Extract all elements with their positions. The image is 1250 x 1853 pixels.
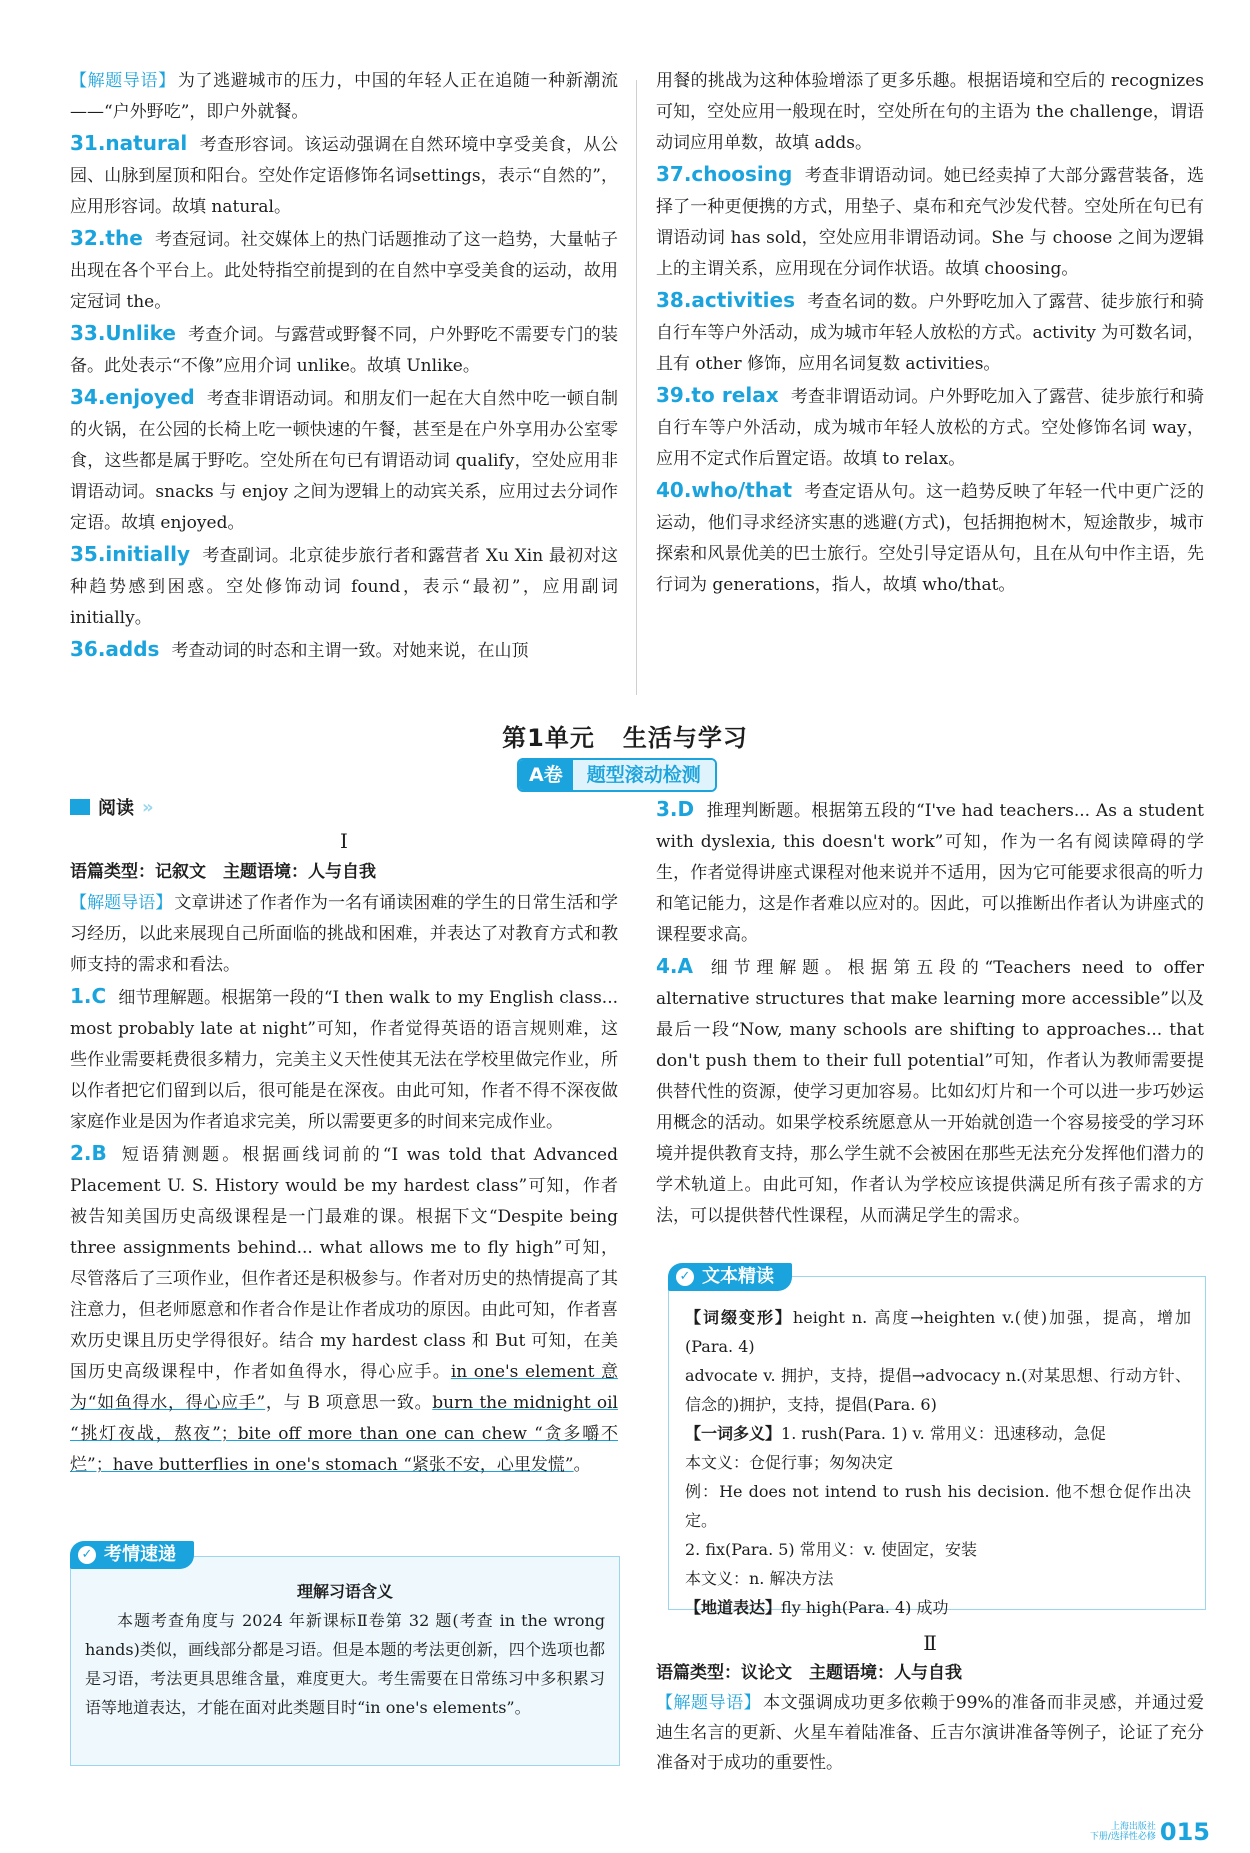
jingdu-title	[668, 1263, 792, 1291]
answer-number: 31.natural	[70, 131, 188, 155]
page-number: 015	[1159, 1818, 1210, 1846]
footer-small	[1090, 1822, 1156, 1842]
kaoqing-title-text: 考情速递	[104, 1544, 176, 1565]
answer-1	[70, 981, 618, 1138]
jingdu-line-7: 本文义：n. 解决方法	[685, 1569, 834, 1588]
badge-a: A卷	[519, 760, 573, 790]
kaoqing-body	[85, 1577, 605, 1722]
answer-text: 考查非谓语动词。和朋友们一起在大自然中吃一顿自制的火锅，在公园的长椅上吃一顿快速的午餐，甚至是在户外享用办公室零食，这些都是属于野吃。空处所在句已有谓语动词 qualify，空处应用非谓语动词。snacks 与 enjoy 之间为逻辑上的动宾关系，应用过去分词作定语。故填 enjoyed。	[70, 389, 618, 533]
top_right-para-4	[656, 475, 1204, 601]
passage2-tag: 【解题导语】	[656, 1693, 762, 1713]
answer-number: 37.choosing	[656, 162, 793, 186]
jingdu-tag-3: 【地道表达】	[685, 1598, 782, 1617]
jingdu-line-8	[685, 1593, 1191, 1622]
answer-text: 考查名词的数。户外野吃加入了露营、徒步旅行和骑自行车等户外活动，成为城市年轻人放松的方式。activity 为可数名词，且有 other 修饰，应用名词复数 activities。	[656, 292, 1204, 374]
passage1-tag: 【解题导语】	[70, 893, 173, 913]
answer-number: 39.to relax	[656, 383, 779, 407]
kaoqing-text: 本题考查角度与 2024 年新课标Ⅱ卷第 32 题(考查 in the wrong hands)类似，画线部分都是习语。但是本题的考法更创新，四个选项也都是习语，考法更具思维含量，难度更大。考生需要在日常练习中多积累习语等地道表达，才能在面对此类题目时“in one's elements”。	[85, 1611, 605, 1717]
top_left-para-2	[70, 223, 618, 318]
column-divider	[636, 80, 637, 695]
top_right-para-2	[656, 285, 1204, 380]
jingdu-line-5: 例：He does not intend to rush his decision. 他不想仓促作出决定。	[685, 1482, 1191, 1530]
jingdu-line-1	[685, 1303, 1191, 1361]
top_left-para-5	[70, 539, 618, 634]
answer-number: 36.adds	[70, 637, 160, 661]
top_left-para-6	[70, 634, 618, 667]
passage1-intro-text: 文章讲述了作者作为一名有诵读困难的学生的日常生活和学习经历，以此来展现自己所面临的挑战和困难，并表达了对教育方式和教师支持的需求和看法。	[70, 893, 619, 975]
jingdu-body	[685, 1303, 1191, 1622]
jingdu-text-8: fly high(Para. 4) 成功	[781, 1598, 949, 1617]
jingdu-line-4: 本文义：仓促行事；匆匆决定	[685, 1453, 894, 1472]
answer-text: 考查副词。北京徒步旅行者和露营者 Xu Xin 最初对这种趋势感到困惑。空处修饰动词 found，表示“最初”，应用副词 initially。	[70, 546, 618, 628]
passage2-column	[656, 1628, 1204, 1778]
passage2-intro	[656, 1688, 1204, 1778]
jingdu-line-2: advocate v. 拥护，支持，提倡→advocacy n.(对某思想、行动方针、信念的)拥护，支持，提倡(Para. 6)	[685, 1366, 1191, 1414]
answer-number: 33.Unlike	[70, 321, 176, 345]
passage1-meta: 语篇类型：记叙文 主题语境：人与自我	[70, 862, 376, 882]
answer-text: 为了逃避城市的压力，中国的年轻人正在追随一种新潮流——“户外野吃”，即户外就餐。	[70, 71, 619, 122]
answer-1-num: 1.C	[70, 984, 107, 1008]
answer-text: 考查非谓语动词。她已经卖掉了大部分露营装备，选择了一种更便携的方式，用垫子、桌布和充气沙发代替。空处所在句已有谓语动词 has sold，空处应用非谓语动词。She 与 choose 之间为逻辑上的主谓关系，应用现在分词作状语。故填 choosing。	[656, 166, 1204, 279]
jingdu-tag-2: 【一词多义】	[685, 1424, 782, 1443]
top-left-column	[70, 66, 618, 667]
top_left-para-1	[70, 128, 618, 223]
guide-tag: 【解题导语】	[70, 71, 176, 91]
answer-text: 考查非谓语动词。户外野吃加入了露营、徒步旅行和骑自行车等户外活动，成为城市年轻人放松的方式。空处修饰名词 way，应用不定式作后置定语。故填 to relax。	[656, 387, 1205, 469]
paper-badge	[517, 758, 717, 792]
jingdu-line-3	[685, 1419, 1191, 1448]
jingdu-box	[668, 1266, 1206, 1617]
answer-4-text: 细节理解题。根据第五段的“Teachers need to offer alternative structures that make learning more accessible”以及最后一段“Now, many schools are shifting to approaches... that don't push them to their full potential”可知，作者认为教师需要提供替代性的资源，使学习更加容易。比如幻灯片和一个可以进一步巧妙运用概念的活动。如果学校系统愿意从一开始就创造一个容易接受的学习环境并提供教育支持，那么学生就不会被困在那些无法充分发挥他们潜力的学术轨道上。由此可知，作者认为学校应该提供满足所有孩子需求的方法，可以提供替代性课程，从而满足学生的需求。	[656, 958, 1204, 1226]
answer-text: 考查动词的时态和主谓一致。对她来说，在山顶	[171, 641, 529, 661]
page-footer	[1090, 1818, 1210, 1846]
answer-number: 34.enjoyed	[70, 385, 195, 409]
unit-title	[0, 718, 1250, 753]
check-circle-icon: ✓	[676, 1268, 694, 1286]
answer-text: 考查形容词。该运动强调在自然环境中享受美食，从公园、山脉到屋顶和阳台。空处作定语修饰名词settings，表示“自然的”，应用形容词。故填 natural。	[70, 135, 618, 217]
kaoqing-title	[70, 1541, 194, 1569]
top_right-para-3	[656, 380, 1204, 475]
answer-2-end: 。	[573, 1455, 591, 1475]
section-reading-label: 阅读	[98, 798, 134, 819]
top_left-para-3	[70, 318, 618, 382]
check-circle-icon: ✓	[78, 1546, 96, 1564]
answer-2-underline-1: in one's element 意为“如鱼得水，得心应手”	[70, 1362, 619, 1413]
footer-line-2: 下册/选择性必修	[1089, 1832, 1156, 1842]
answer-2-text: 短语猜测题。根据画线词前的“I was told that Advanced Placement U. S. History would be my hardest class”可知，作者被告知美国历史高级课程是一门最难的课。根据下文“Despite being three assignments behind... what allows me to fly high”可知，尽管落后了三项作业，但作者还是积极参与。作者对历史的热情提高了其注意力，但老师愿意和作者合作是让作者成功的原因。由此可知，作者喜欢历史课且历史学得很好。结合 my hardest class 和 But 可知，在美国历史高级课程中，作者如鱼得水，得心应手。	[70, 1145, 618, 1382]
badge-b: 题型滚动检测	[573, 760, 715, 790]
section-square-icon	[70, 799, 90, 815]
answer-number: 35.initially	[70, 542, 191, 566]
jingdu-text-3: 1. rush(Para. 1) v. 常用义：迅速移动，急促	[781, 1424, 1106, 1443]
answer-3	[656, 794, 1204, 951]
double-chevron-icon: »	[142, 796, 154, 818]
answer-3-text: 推理判断题。根据第五段的“I've had teachers... As a student with dyslexia, this doesn't work”可知，作为一名有阅读障碍的学生，作者觉得讲座式课程对他来说并不适用，因为它可能要求很高的听力和笔记能力，这是作者难以应对的。因此，可以推断出作者认为讲座式的课程要求高。	[656, 801, 1204, 945]
jingdu-title-text: 文本精读	[702, 1266, 774, 1287]
answer-2-num: 2.B	[70, 1141, 107, 1165]
unit-number: 第1单元	[502, 724, 595, 752]
passage1-right-column	[656, 794, 1204, 1232]
answer-text: 考查定语从句。这一趋势反映了年轻一代中更广泛的运动，他们寻求经济实惠的逃避(方式)，包括拥抱树木，短途散步，城市探索和风景优美的巴士旅行。空处引导定语从句，且在从句中作主语，先行词为 generations，指人，故填 who/that。	[656, 482, 1204, 595]
passage1-left-column	[70, 826, 618, 1481]
top_left-para-4	[70, 382, 618, 539]
top_left-para-0	[70, 66, 618, 128]
passage1-intro	[70, 888, 618, 981]
jingdu-line-6: 2. fix(Para. 5) 常用义：v. 使固定，安装	[685, 1540, 978, 1559]
kaoqing-box	[70, 1544, 620, 1766]
answer-3-num: 3.D	[656, 797, 695, 821]
passage2-intro-text: 本文强调成功更多依赖于99%的准备而非灵感，并通过爱迪生名言的更新、火星车着陆准备、丘吉尔演讲准备等例子，论证了充分准备对于成功的重要性。	[656, 1693, 1204, 1773]
top_right-para-0	[656, 66, 1204, 159]
answer-4-num: 4.A	[656, 954, 693, 978]
top_right-para-1	[656, 159, 1204, 285]
answer-number: 38.activities	[656, 288, 795, 312]
unit-name: 生活与学习	[622, 724, 748, 752]
jingdu-text-1: height n. 高度→heighten v.(使)加强，提高，增加(Para. 4)	[685, 1308, 1191, 1356]
answer-4	[656, 951, 1204, 1232]
jingdu-tag-1: 【词缀变形】	[685, 1308, 793, 1327]
passage2-roman: Ⅱ	[923, 1631, 937, 1655]
answer-text: 考查介词。与露营或野餐不同，户外野吃不需要专门的装备。此处表示“不像”应用介词 unlike。故填 Unlike。	[70, 325, 618, 376]
answer-number: 32.the	[70, 226, 143, 250]
answer-text: 用餐的挑战为这种体验增添了更多乐趣。根据语境和空后的 recognizes 可知，空处应用一般现在时，空处所在句的主语为 the challenge，谓语动词应用单数，故填 adds。	[656, 71, 1204, 153]
answer-2-underline-2: burn the midnight oil “挑灯夜战，熬夜”；bite off more than one can chew “贪多嚼不烂”；have butterflies in one's stomach “紧张不安，心里发慌”	[70, 1393, 618, 1475]
answer-number: 40.who/that	[656, 478, 793, 502]
passage2-meta: 语篇类型：议论文 主题语境：人与自我	[656, 1663, 962, 1683]
passage1-roman: Ⅰ	[340, 829, 348, 853]
kaoqing-heading: 理解习语含义	[296, 1582, 393, 1601]
answer-1-text: 细节理解题。根据第一段的“I then walk to my English class... most probably late at night”可知，作者觉得英语的语言规则难，这些作业需要耗费很多精力，完美主义天性使其无法在学校里做完作业，所以作者把它们留到以后，很可能是在深夜。由此可知，作者不得不深夜做家庭作业是因为作者追求完美，所以需要更多的时间来完成作业。	[70, 988, 618, 1132]
top-right-column	[656, 66, 1204, 601]
answer-2	[70, 1138, 618, 1481]
section-reading-header	[70, 794, 154, 820]
answer-text: 考查冠词。社交媒体上的热门话题推动了这一趋势，大量帖子出现在各个平台上。此处特指空前提到的在自然中享受美食的运动，故用定冠词 the。	[70, 230, 618, 312]
answer-2-mid: ，与 B 项意思一致。	[265, 1393, 433, 1413]
footer-line-1: 上海出版社	[1110, 1822, 1156, 1832]
